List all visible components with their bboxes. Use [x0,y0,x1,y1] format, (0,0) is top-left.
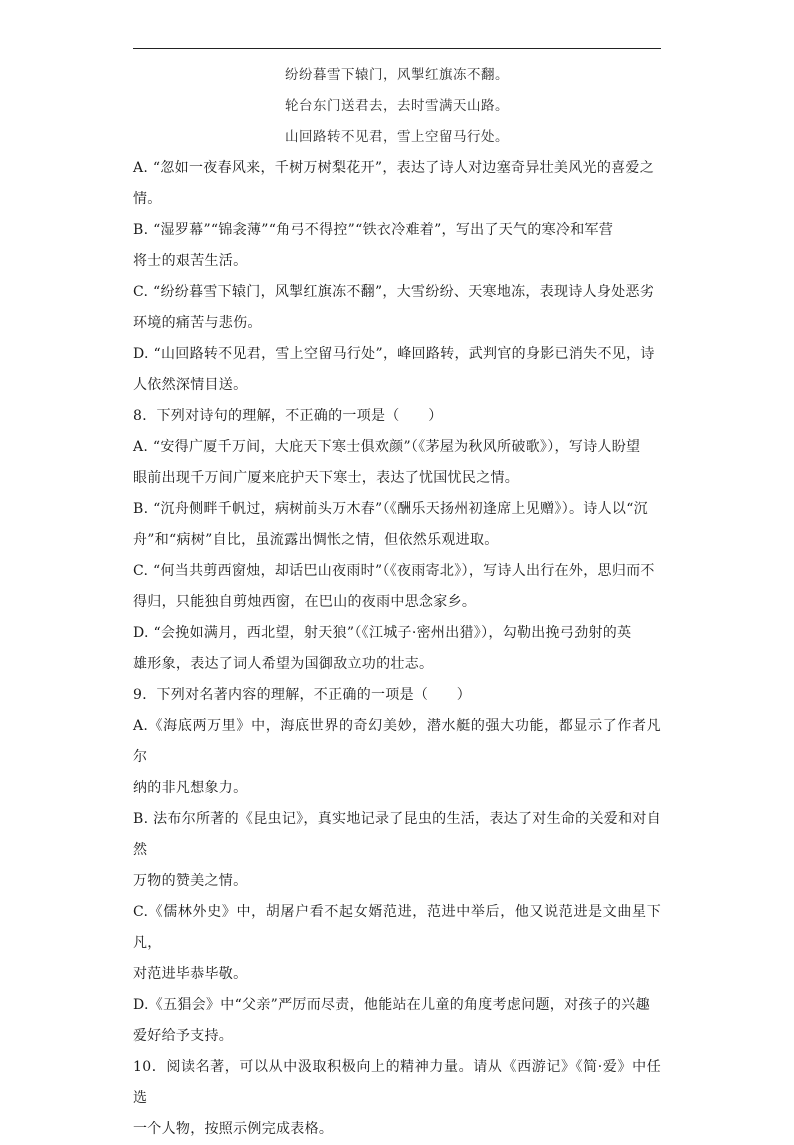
header-rule [133,48,661,49]
poem-line: 纷纷暮雪下辕门，风掣红旗冻不翻。 [285,67,509,83]
poem-line: 轮台东门送君去，去时雪满天山路。 [285,98,509,114]
question-10 [133,1052,661,1145]
option-line: C.《儒林外史》中，胡屠户看不起女婿范进，范进中举后，他又说范进是文曲星下凡， [133,904,661,951]
question-stem: 9．下列对名著内容的理解，不正确的一项是（ ） [133,687,472,703]
option-line: 得归，只能独自剪烛西窗，在巴山的夜雨中思念家乡。 [133,594,477,610]
option-line: A. “安得广厦千万间，大庇天下寒士俱欢颜”（《茅屋为秋风所破歌》），写诗人盼望 [133,439,641,455]
option-line: 环境的痛苦与悲伤。 [133,315,262,331]
option-line: A.《海底两万里》中，海底世界的奇幻美妙，潜水艇的强大功能，都显示了作者凡尔 [133,718,661,765]
option-line: C. “纷纷暮雪下辕门，风掣红旗冻不翻”，大雪纷纷、天寒地冻，表现诗人身处恶劣 [133,284,655,300]
option-line: 雄形象，表达了词人希望为国御敌立功的壮志。 [133,656,434,672]
question-stem: 10．阅读名著，可以从中汲取积极向上的精神力量。请从《西游记》《简·爱》中任选 [133,1059,661,1106]
option-line: 爱好给予支持。 [133,1028,234,1044]
option-line: D. “会挽如满月，西北望，射天狼”（《江城子·密州出猎》），勾勒出挽弓劲射的英 [133,625,632,641]
question-9 [133,680,661,1052]
question-7-options [133,153,661,401]
option-line: 纳的非凡想象力。 [133,780,248,796]
option-line: 眼前出现千万间广厦来庇护天下寒士，表达了忧国忧民之情。 [133,470,520,486]
option-line: D.《五猖会》中“父亲”严厉而尽责，他能站在儿童的角度考虑问题，对孩子的兴趣 [133,997,650,1013]
option-line: 情。 [133,191,162,207]
question-8 [133,401,661,680]
option-line: A. “忽如一夜春风来，千树万树梨花开”，表达了诗人对边塞奇异壮美风光的喜爱之 [133,160,655,176]
option-line: 人依然深情目送。 [133,377,248,393]
option-line: B. “沉舟侧畔千帆过，病树前头万木春”（《酬乐天扬州初逢席上见赠》）。诗人以“沉 [133,501,648,517]
option-line: 万物的赞美之情。 [133,873,248,889]
option-line: 对范进毕恭毕敬。 [133,966,248,982]
option-line: D. “山回路转不见君，雪上空留马行处”，峰回路转，武判官的身影已消失不见，诗 [133,346,655,362]
option-line: 将士的艰苦生活。 [133,253,248,269]
poem-block [133,60,661,153]
option-line: B. 法布尔所著的《昆虫记》，真实地记录了昆虫的生活，表达了对生命的关爱和对自然 [133,811,661,858]
option-line: B. “湿罗幕”“锦衾薄”“角弓不得控”“铁衣冷难着”，写出了天气的寒冷和军营 [133,222,614,238]
option-line: 舟”和“病树”自比，虽流露出惆怅之情，但依然乐观进取。 [133,532,499,548]
question-stem: 8．下列对诗句的理解，不正确的一项是（ ） [133,408,443,424]
poem-line: 山回路转不见君，雪上空留马行处。 [285,129,509,145]
page-content [133,60,661,1145]
question-stem: 一个人物，按照示例完成表格。 [133,1121,334,1137]
option-line: C. “何当共剪西窗烛，却话巴山夜雨时”（《夜雨寄北》），写诗人出行在外，思归而不 [133,563,655,579]
